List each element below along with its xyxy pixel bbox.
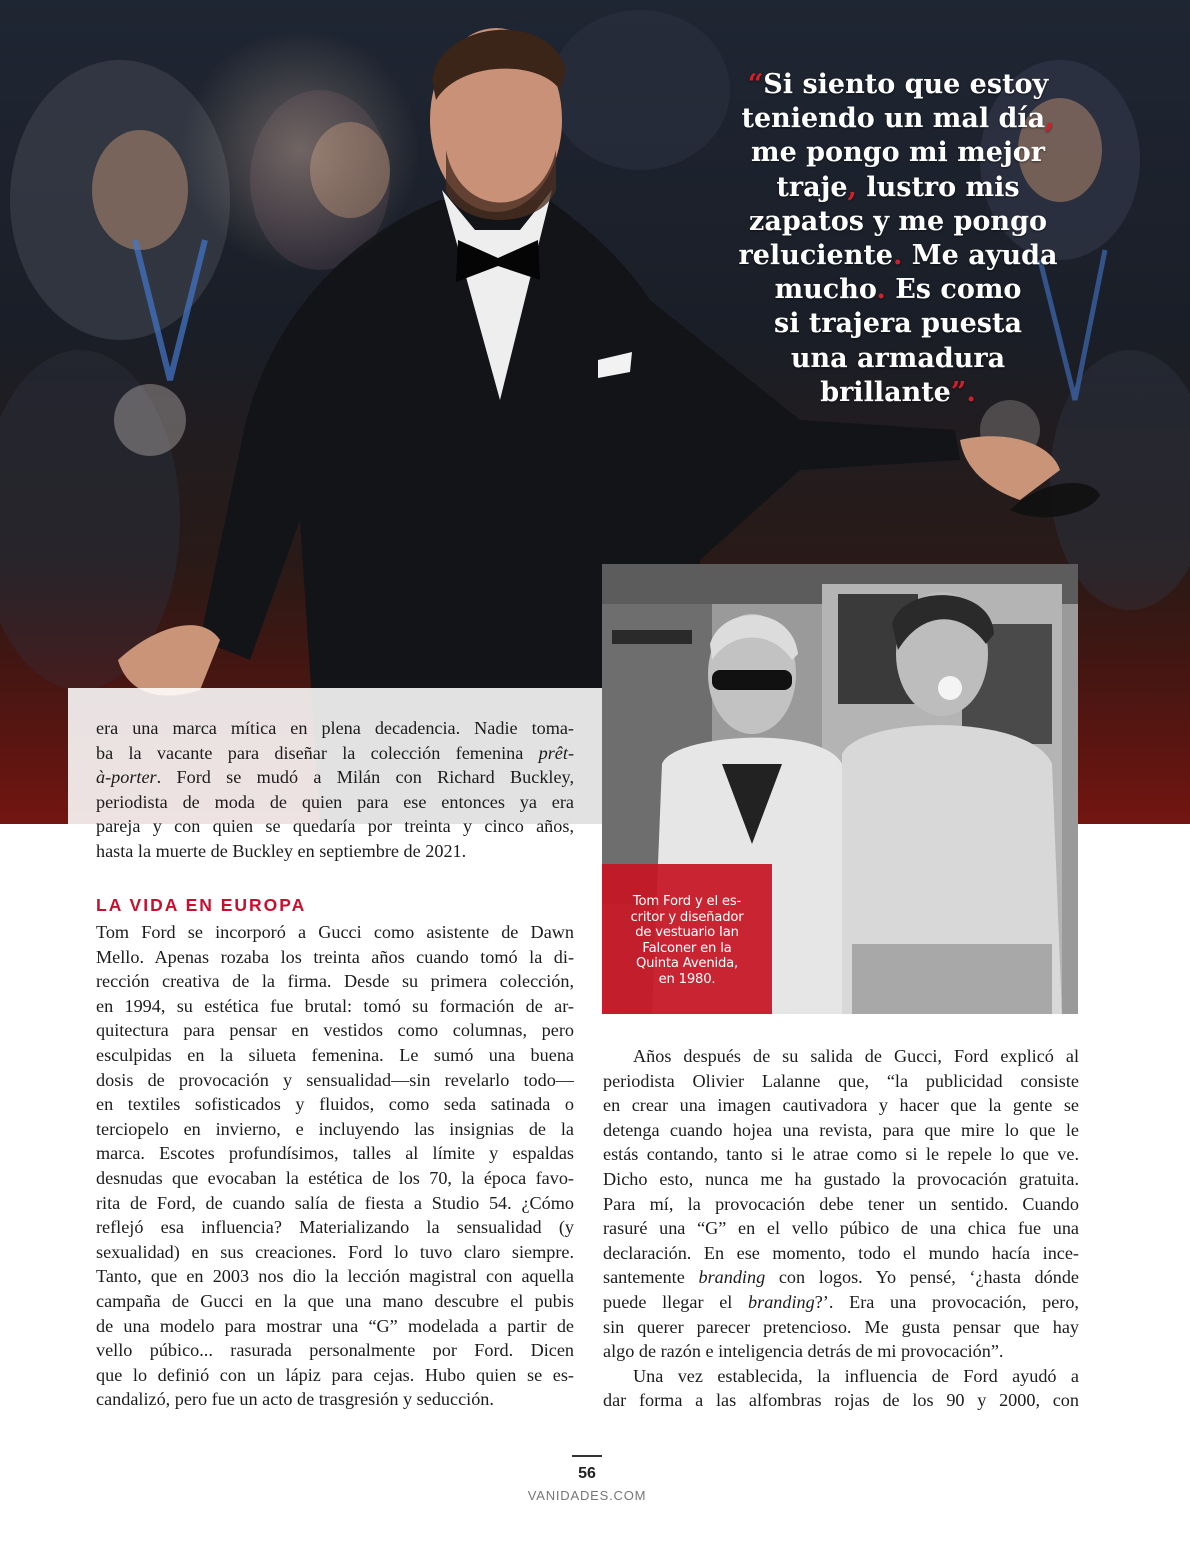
- caption-line: Tom Ford y el es-: [632, 894, 742, 909]
- article-column-top: [96, 716, 574, 864]
- quote-line-9: una armadura: [790, 342, 1006, 374]
- section-heading: LA VIDA EN EUROPA: [96, 895, 307, 915]
- pull-quote-line: [718, 136, 1078, 170]
- article-column-left: [96, 920, 574, 1412]
- folio-rule: [572, 1455, 602, 1457]
- pull-quote-line: [718, 239, 1078, 273]
- quote-close-mark: ”.: [950, 376, 976, 408]
- quote-line-7c: Es como: [895, 274, 1022, 306]
- quote-red-punct: .: [892, 240, 912, 272]
- text-line: rita de Ford, de cuando salía de fiesta a Studio 54. ¿Cómo: [96, 1192, 574, 1213]
- text-line: periodista de moda de quien para ese entonces ya era: [96, 791, 574, 812]
- text-fragment: santemente: [603, 1267, 699, 1288]
- pull-quote-line: [718, 273, 1078, 307]
- quote-red-punct: .: [876, 274, 896, 306]
- pull-quote-line: [718, 307, 1078, 341]
- text-fragment: ?’. Era una provocación, pero,: [814, 1291, 1079, 1312]
- text-line: algo de razón e inteligencia detrás de mi provocación”.: [603, 1341, 1004, 1362]
- text-fragment: . Ford se mudó a Milán con Richard Buckley,: [156, 767, 574, 788]
- site-url: VANIDADES.COM: [527, 1488, 647, 1503]
- quote-line-3: me pongo mi mejor: [751, 137, 1045, 169]
- article-column-right: [603, 1044, 1079, 1413]
- italic-term: branding: [748, 1291, 815, 1312]
- text-line: rasuré una “G” en el vello púbico de una chica fue una: [603, 1218, 1079, 1239]
- quote-line-4a: traje: [776, 171, 848, 203]
- quote-line-4c: lustro mis: [866, 171, 1020, 203]
- text-line: candalizó, pero fue un acto de trasgresión y seducción.: [96, 1389, 494, 1410]
- quote-open-mark: “: [747, 69, 764, 100]
- text-fragment: con logos. Yo pensé, ‘¿hasta dónde: [765, 1267, 1079, 1288]
- text-line: que lo definió con un lápiz para cejas. Hubo quien se es-: [96, 1364, 574, 1385]
- quote-line-2: teniendo un mal día: [741, 103, 1046, 135]
- photo-caption: [612, 894, 762, 988]
- quote-line-8: si trajera puesta: [774, 308, 1022, 340]
- text-line: en 1994, su estética fue brutal: tomó su formación de ar-: [96, 995, 574, 1016]
- text-fragment: ba la vacante para diseñar la colección femenina: [96, 742, 539, 763]
- text-line: detenga cuando hojea una revista, para que mire lo que le: [603, 1119, 1079, 1140]
- pull-quote-line: [718, 342, 1078, 376]
- text-line: pareja y con quien se quedaría por treinta y cinco años,: [96, 816, 574, 837]
- text-line: dar forma a las alfombras rojas de los 90 y 2000, con: [603, 1390, 1079, 1411]
- italic-term: prêt-: [538, 742, 574, 763]
- text-line: rección creativa de la firma. Desde su primera colección,: [96, 971, 574, 992]
- text-line: en textiles sofisticados y fluidos, como seda satinada o: [96, 1094, 574, 1115]
- text-line: sin querer parecer pretencioso. Me gusta pensar que hay: [603, 1316, 1079, 1337]
- text-line: estás contando, tanto si le atrae como si le repele lo que ve.: [603, 1144, 1079, 1165]
- pull-quote-line: [718, 376, 1078, 410]
- text-line: Años después de su salida de Gucci, Ford explicó al: [633, 1046, 1079, 1066]
- text-line: vello púbico... rasurada personalmente por Ford. Dicen: [96, 1340, 574, 1361]
- caption-line: critor y diseñador: [630, 909, 744, 925]
- text-line: en crear una imagen cautivadora y hacer que la gente se: [603, 1095, 1079, 1116]
- text-line: dosis de provocación y sensualidad—sin revelarlo todo—: [96, 1069, 574, 1090]
- text-line: sexualidad) en sus creaciones. Ford lo tuvo claro siempre.: [96, 1241, 574, 1262]
- pull-quote: [718, 68, 1078, 410]
- caption-line: en 1980.: [658, 971, 716, 987]
- text-line: hasta la muerte de Buckley en septiembre de 2021.: [96, 840, 467, 861]
- quote-line-5: zapatos y me pongo: [749, 205, 1047, 237]
- text-line: esculpidas en la silueta femenina. Le sumó una buena: [96, 1044, 574, 1065]
- caption-line: Falconer en la: [642, 940, 732, 956]
- text-line: [603, 1265, 1079, 1290]
- text-line: Tom Ford se incorporó a Gucci como asistente de Dawn: [96, 922, 574, 942]
- text-fragment: puede llegar el: [603, 1291, 749, 1312]
- text-line: periodista Olivier Lalanne que, “la publicidad consiste: [603, 1070, 1079, 1091]
- text-line: era una marca mítica en plena decadencia. Nadie toma-: [96, 718, 574, 738]
- text-line: Tanto, que en 2003 nos dio la lección magistral con aquella: [96, 1266, 574, 1287]
- pull-quote-line: [718, 205, 1078, 239]
- caption-line: de vestuario Ian: [635, 925, 739, 941]
- text-line: Mello. Apenas rozaba los treinta años cuando tomó la di-: [96, 946, 574, 967]
- text-line: [96, 765, 574, 790]
- text-line: campaña de Gucci en la que una mano descubre el pubis: [96, 1290, 574, 1311]
- caption-line: Quinta Avenida,: [635, 956, 739, 972]
- text-line: terciopelo en invierno, e incluyendo las insignias de la: [96, 1118, 574, 1139]
- quote-red-punct: ,: [847, 171, 867, 203]
- text-line: Una vez establecida, la influencia de Ford ayudó a: [633, 1365, 1079, 1386]
- page-number: 56: [578, 1465, 596, 1482]
- text-line: [96, 741, 574, 766]
- text-line: reflejó esa influencia? Materializando la sensualidad (y: [96, 1217, 574, 1238]
- text-line: desnudas que evocaban la estética de los 70, la época favo-: [96, 1167, 574, 1188]
- quote-line-7a: mucho: [774, 274, 877, 306]
- quote-line-1: Si siento que estoy: [763, 69, 1049, 100]
- quote-line-6c: Me ayuda: [911, 240, 1058, 272]
- text-line: de una modelo para mostrar una “G” modelada a partir de: [96, 1315, 574, 1336]
- text-line: declaración. En ese momento, todo el mundo hacía ince-: [603, 1242, 1079, 1263]
- text-line: quitectura para pensar en vestidos como columnas, pero: [96, 1020, 574, 1041]
- pull-quote-line: [718, 171, 1078, 205]
- quote-line-6a: reluciente: [738, 240, 893, 272]
- quote-red-punct: ,: [1045, 103, 1055, 135]
- text-line: marca. Escotes profundísimos, talles al límite y espaldas: [96, 1143, 574, 1164]
- italic-term: branding: [698, 1267, 766, 1288]
- text-line: Para mí, la provocación debe tener un sentido. Cuando: [603, 1193, 1079, 1214]
- quote-line-10a: brillante: [820, 376, 951, 408]
- pull-quote-line: [718, 68, 1078, 102]
- text-line: Dicho esto, nunca me ha gustado la provocación gratuita.: [603, 1168, 1079, 1189]
- italic-term: à-porter: [96, 767, 157, 788]
- text-line: [603, 1290, 1079, 1315]
- pull-quote-line: [718, 102, 1078, 136]
